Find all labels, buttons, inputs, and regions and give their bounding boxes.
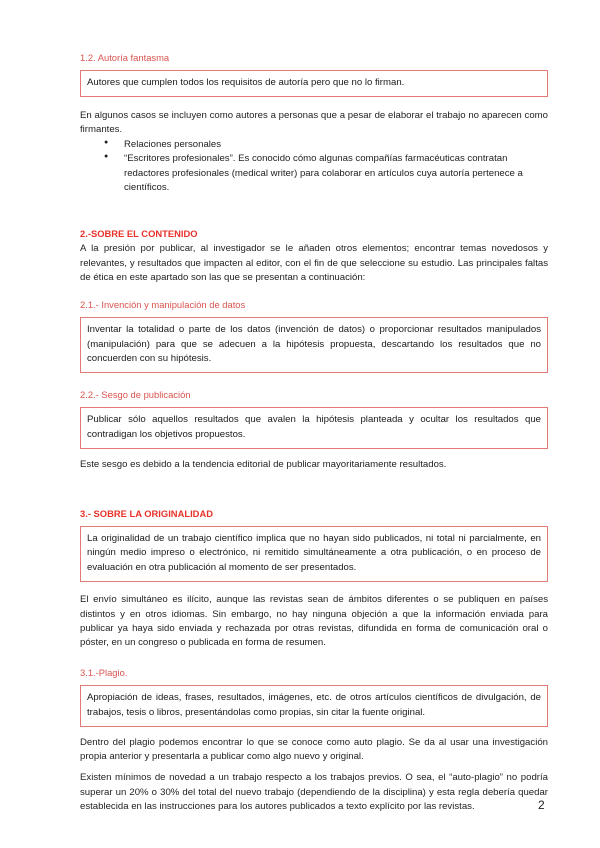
section-2-2-definition-box: Publicar sólo aquellos resultados que avalen la hipótesis planteada y ocultar los resultados que contradigan los objetivos propuestos.	[80, 407, 548, 449]
section-1-2-definition-box: Autores que cumplen todos los requisitos de autoría pero que no lo firman.	[80, 70, 548, 97]
page-content	[80, 51, 548, 815]
section-2-heading: 2.-SOBRE EL CONTENIDO	[80, 228, 198, 240]
bullet-item: ● “Escritores profesionales”. Es conocido cómo algunas compañías farmacéuticas contratan redactores profesionales (medical writer) para colaborar en artículos cuya autoría pertenece a científicos.	[110, 152, 548, 195]
section-2-1-heading: 2.1.- Invención y manipulación de datos	[80, 298, 246, 310]
section-3-1-heading: 3.1.-Plagio.	[80, 666, 128, 678]
section-3-1-definition-box: Apropiación de ideas, frases, resultados, imágenes, etc. de otros artículos científicos de divulgación, de trabajos, tesis o libros, presentándolas como propias, sin citar la fuente original.	[80, 685, 548, 727]
section-2-paragraph: A la presión por publicar, al investigador se le añaden otros elementos; encontrar temas novedosos y relevantes, y resultados que impacten al editor, con el fin de que seleccione su estudio. Las principales faltas de ética en este apartado son las que se presentan a continuación:	[80, 243, 548, 284]
section-3-heading: 3.- SOBRE LA ORIGINALIDAD	[80, 507, 213, 519]
bullet-item: ● Relaciones personales	[110, 138, 548, 152]
section-2-2-paragraph: Este sesgo es debido a la tendencia editorial de publicar mayoritariamente resultados.	[80, 459, 447, 471]
section-1-2-bullet-list	[80, 138, 548, 196]
section-2-2-heading: 2.2.- Sesgo de publicación	[80, 389, 191, 401]
section-3-1-paragraph-2: Existen mínimos de novedad a un trabajo respecto a los trabajos previos. O sea, el “auto-plagio” no podría superar un 20% o 30% del total del nuevo trabajo (dependiendo de la disciplina) y esta regla debería quedar establecida en las instrucciones para los autores publicados a texto explícito por las revistas.	[80, 772, 548, 813]
section-3-1-paragraph-1: Dentro del plagio podemos encontrar lo que se conoce como auto plagio. Se da al usar una investigación propia anterior y presentarla a publicar como algo nuevo y original.	[80, 736, 548, 762]
section-1-2-heading: 1.2. Autoría fantasma	[80, 52, 170, 63]
section-3-paragraph: El envío simultáneo es ilícito, aunque las revistas sean de ámbitos diferentes o se publiquen en países distintos y en otros idiomas. Sin embargo, no hay ninguna objeción a que la información enviada para publicar ya haya sido enviada y rechazada por otras revistas, difundida en forma de comunicación oral o póster, en un congreso o publicada en forma de resumen.	[80, 594, 548, 649]
section-3-definition-box: La originalidad de un trabajo científico implica que no hayan sido publicados, ni total ni parcialmente, en ningún medio impreso o electrónico, ni remitido simultáneamente a otra publicación, o en proceso de evaluación en otra publicación al momento de ser presentados.	[80, 526, 548, 583]
page-number: 2	[538, 798, 545, 812]
section-1-2-paragraph: En algunos casos se incluyen como autores a personas que a pesar de elaborar el trabajo no aparecen como firmantes.	[80, 109, 548, 136]
section-2-1-definition-box: Inventar la totalidad o parte de los datos (invención de datos) o proporcionar resultados manipulados (manipulación) para que se adecuen a la hipótesis propuesta, descartando los resultados que no concuerden con su hipótesis.	[80, 317, 548, 374]
